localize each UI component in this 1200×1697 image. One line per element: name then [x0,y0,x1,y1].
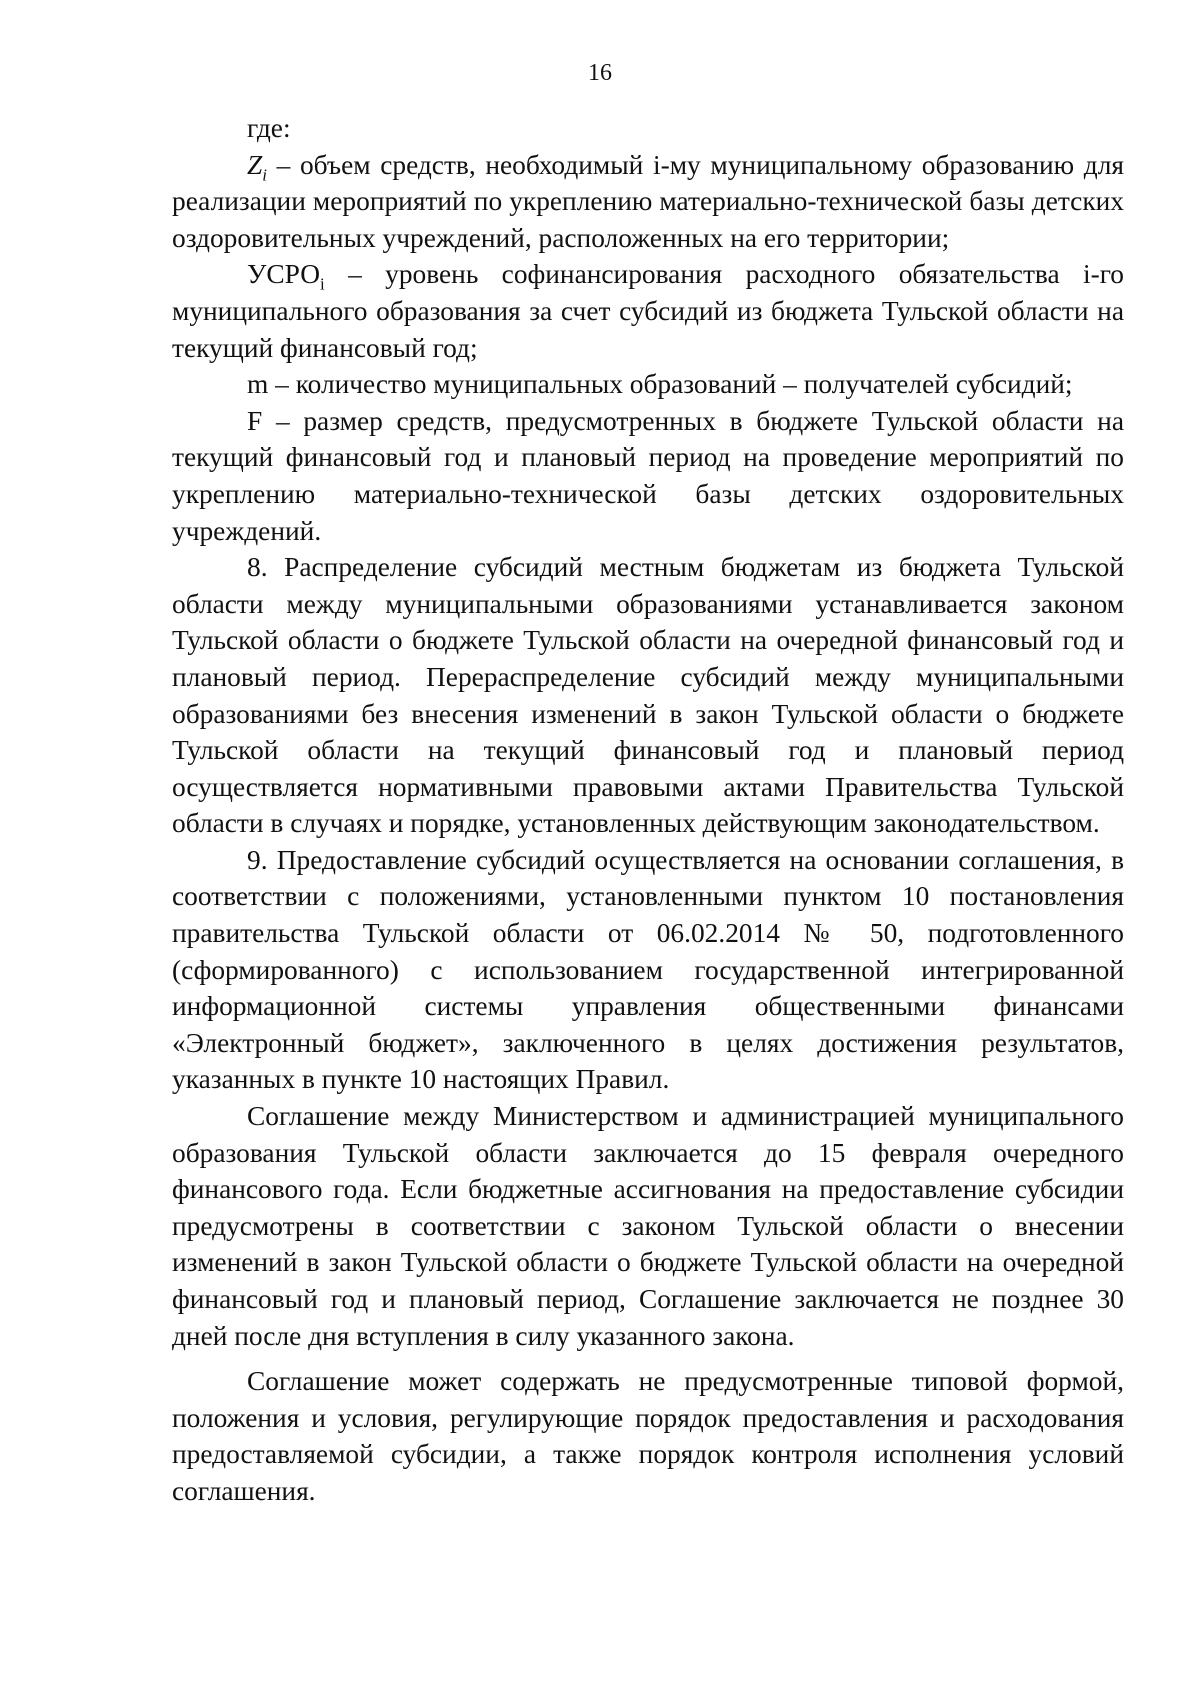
usro-definition [172,256,1124,366]
zi-index: i [262,165,267,185]
zi-symbol: Z [247,149,263,180]
usro-text: – уровень софинансирования расходного обязательства i-го муниципального образования за счет субсидий из бюджета Тульской области на текущий финансовый год; [172,259,1124,363]
document-body [172,110,1124,1510]
zi-definition [172,147,1124,257]
usro-index: i [320,274,325,294]
item-8-paragraph: 8. Распределение субсидий местным бюджетам из бюджета Тульской области между муниципальными образованиями устанавливается законом Тульской области о бюджете Тульской области на очередной финансовый год и плановый период. Перераспределение субсидий между муниципальными образованиями без внесения изменений в закон Тульской области о бюджете Тульской области на текущий финансовый год и плановый период осуществляется нормативными правовыми актами Правительства Тульской области в случаях и порядке, установленных действующим законодательством. [172,552,1124,839]
m-definition: m – количество муниципальных образований – получателей субсидий; [247,369,1073,400]
agreement-paragraph-2: Соглашение может содержать не предусмотренные типовой формой, положения и условия, регулирующие порядок предоставления и расходования предоставляемой субсидии, а также порядок контроля исполнения условий соглашения. [172,1366,1124,1506]
f-definition: F – размер средств, предусмотренных в бюджете Тульской области на текущий финансовый год и плановый период на проведение мероприятий по укреплению материально-технической базы детских оздоровительных учреждений. [172,405,1124,546]
where-label: где: [247,113,291,143]
page-number: 16 [588,60,612,86]
item-9-paragraph: 9. Предоставление субсидий осуществляется на основании соглашения, в соответствии с положениями, установленными пунктом 10 постановления правительства Тульской области от 06.02.2014 № 50, подготовленного (сформированного) с использованием государственной интегрированной информационной системы управления общественными финансами «Электронный бюджет», заключенного в целях достижения результатов, указанных в пункте 10 настоящих Правил. [172,844,1124,1095]
zi-text: – объем средств, необходимый i-му муниципальному образованию для реализации мероприятий по укреплению материально-технической базы детских оздоровительных учреждений, расположенных на его территории; [172,149,1124,253]
agreement-paragraph-1: Соглашение между Министерством и администрацией муниципального образования Тульской области заключается до 15 февраля очередного финансового года. Если бюджетные ассигнования на предоставление субсидии предусмотрены в соответствии с законом Тульской области о внесении изменений в закон Тульской области о бюджете Тульской области на очередной финансовый год и плановый период, Соглашение заключается не позднее 30 дней после дня вступления в силу указанного закона. [172,1101,1124,1351]
usro-symbol: УСРО [247,259,321,290]
